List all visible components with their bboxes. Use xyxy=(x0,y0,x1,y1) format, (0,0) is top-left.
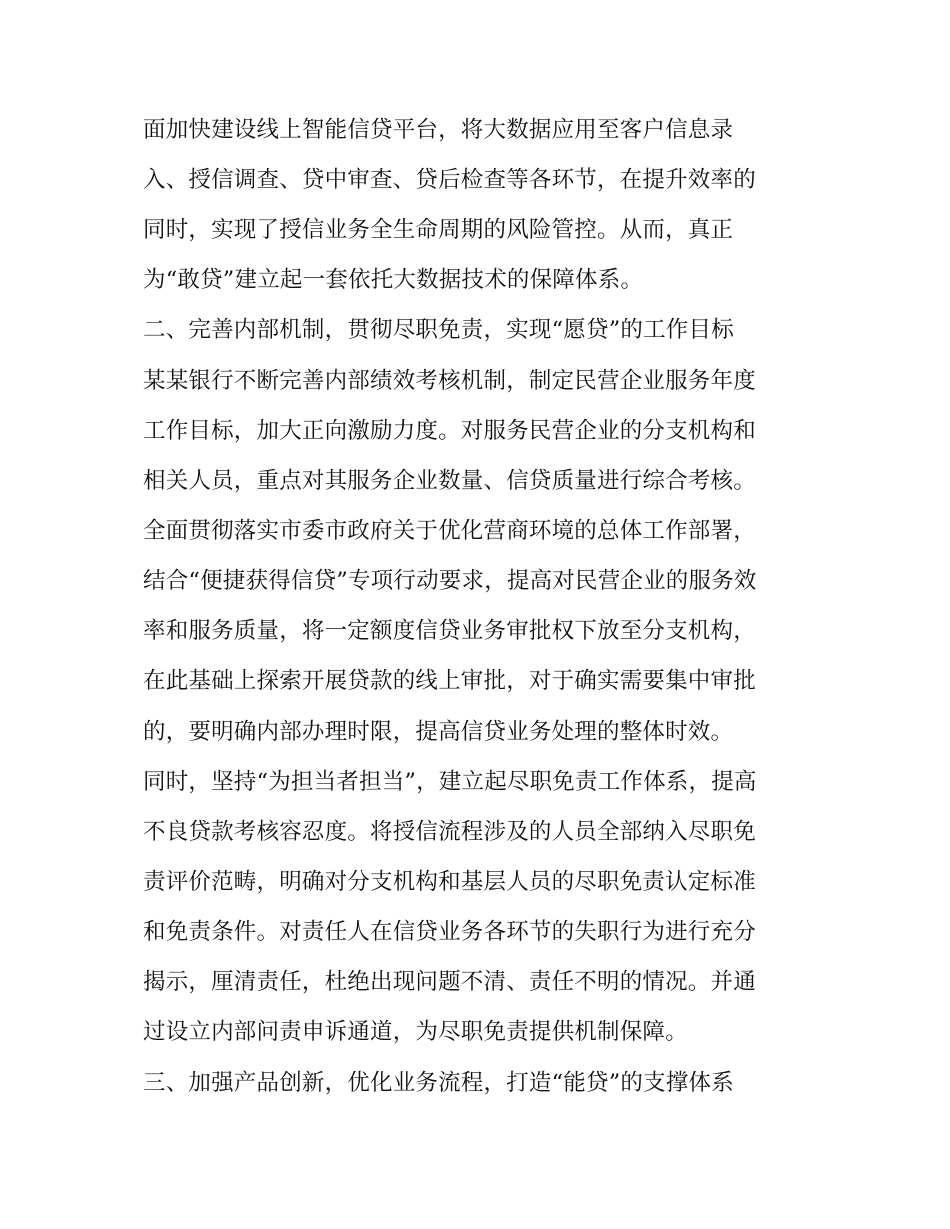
text-line: 的，要明确内部办理时限，提高信贷业务处理的整体时效。 xyxy=(143,719,734,745)
text-line: 入、授信调查、贷中审查、贷后检查等各环节，在提升效率的 xyxy=(143,167,756,193)
text-line: 相关人员，重点对其服务企业数量、信贷质量进行综合考核。 xyxy=(143,468,756,494)
section-heading: 三、加强产品创新，优化业务流程，打造“能贷”的支撑体系 xyxy=(143,1070,734,1096)
text-line: 率和服务质量，将一定额度信贷业务审批权下放至分支机构， xyxy=(143,618,756,644)
text-line: 责评价范畴，明确对分支机构和基层人员的尽职免责认定标准 xyxy=(143,869,756,895)
section-heading: 二、完善内部机制，贯彻尽职免责，实现“愿贷”的工作目标 xyxy=(143,317,734,343)
text-line: 为“敢贷”建立起一套依托大数据技术的保障体系。 xyxy=(143,267,644,293)
text-line: 过设立内部问责申诉通道，为尽职免责提供机制保障。 xyxy=(143,1019,688,1045)
text-line: 在此基础上探索开展贷款的线上审批，对于确实需要集中审批 xyxy=(143,668,756,694)
text-line: 揭示，厘清责任，杜绝出现问题不清、责任不明的情况。并通 xyxy=(143,969,756,995)
text-line: 结合“便捷获得信贷”专项行动要求，提高对民营企业的服务效 xyxy=(143,568,757,594)
text-line: 工作目标，加大正向激励力度。对服务民营企业的分支机构和 xyxy=(143,418,756,444)
text-line: 不良贷款考核容忍度。将授信流程涉及的人员全部纳入尽职免 xyxy=(143,819,756,845)
text-line: 和免责条件。对责任人在信贷业务各环节的失职行为进行充分 xyxy=(143,919,756,945)
text-line: 全面贯彻落实市委市政府关于优化营商环境的总体工作部署， xyxy=(143,518,756,544)
text-line: 某某银行不断完善内部绩效考核机制，制定民营企业服务年度 xyxy=(143,368,756,394)
text-line: 同时，实现了授信业务全生命周期的风险管控。从而，真正 xyxy=(143,217,734,243)
text-line: 同时，坚持“为担当者担当”，建立起尽职免责工作体系，提高 xyxy=(143,769,757,795)
text-line: 面加快建设线上智能信贷平台，将大数据应用至客户信息录 xyxy=(143,117,734,143)
